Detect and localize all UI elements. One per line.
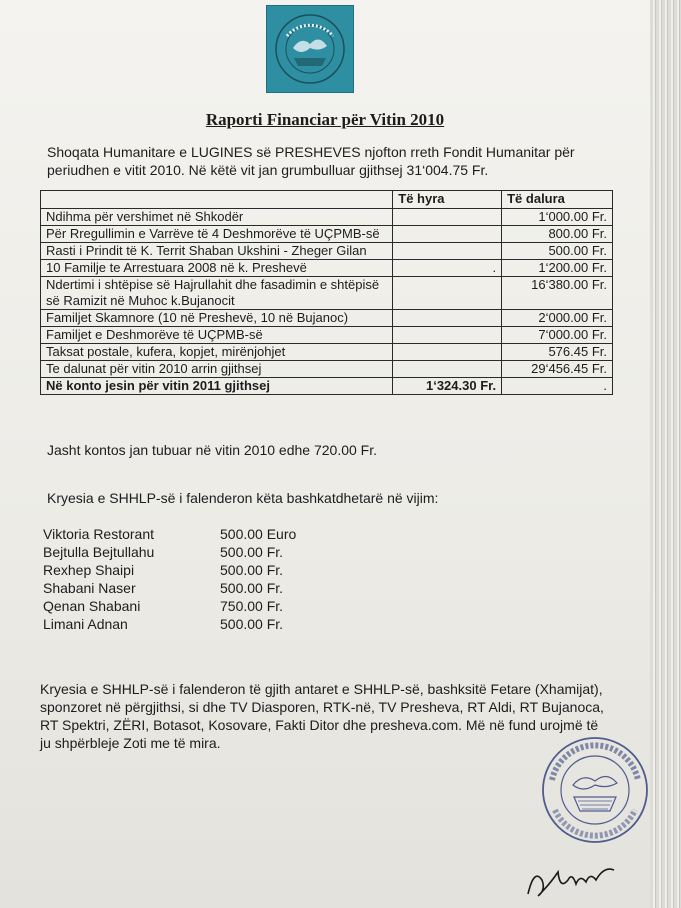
report-title: Raporti Financiar për Vitin 2010 xyxy=(205,110,445,129)
row-description: Ndertimi i shtëpise së Hajrullahit dhe fasadimin e shtëpisë së Ramizit në Muhoc k.Bujanocit xyxy=(41,277,393,310)
balance-income: 1‘324.30 Fr. xyxy=(393,378,502,395)
donor-name: Bejtulla Bejtullahu xyxy=(43,544,155,560)
table-row xyxy=(41,361,613,378)
row-expense: 1‘200.00 Fr. xyxy=(502,260,613,277)
row-expense: 7‘000.00 Fr. xyxy=(502,327,613,344)
row-description: Ndihma për vershimet në Shkodër xyxy=(41,209,393,226)
donor-name: Rexhep Shaipi xyxy=(43,562,135,578)
row-description: Te dalunat për vitin 2010 arrin gjithsej xyxy=(41,361,393,378)
table-total-row xyxy=(41,378,613,395)
logo-emblem-icon xyxy=(267,6,353,92)
list-item xyxy=(43,561,296,579)
column-header-description xyxy=(41,191,393,209)
table-row xyxy=(41,310,613,327)
row-income: . xyxy=(393,260,502,277)
intro-paragraph: Shoqata Humanitare e LUGINES së PRESHEVES njofton rreth Fondit Humanitar për periudhen e vitit 2010. Në këtë vit jan grumbulluar gjithsej 31‘004.75 Fr. xyxy=(47,144,575,178)
row-income xyxy=(393,361,502,378)
balance-prefix: Në konto xyxy=(46,378,106,393)
donor-amount: 500.00 Euro xyxy=(220,526,297,542)
row-income xyxy=(393,277,502,310)
donor-name: Viktoria Restorant xyxy=(43,526,155,542)
row-expense: 500.00 Fr. xyxy=(502,243,613,260)
donor-list xyxy=(43,525,296,633)
row-income xyxy=(393,209,502,226)
donor-amount: 750.00 Fr. xyxy=(220,598,284,614)
row-expense: 576.45 Fr. xyxy=(502,344,613,361)
donor-name: Qenan Shabani xyxy=(43,598,141,614)
row-expense: 29‘456.45 Fr. xyxy=(502,361,613,378)
stamp-seal-icon xyxy=(540,735,650,845)
list-item xyxy=(43,543,296,561)
organization-stamp xyxy=(540,735,650,850)
table-row xyxy=(41,327,613,344)
row-description: Rasti i Prindit të K. Territ Shaban Ukshini - Zheger Gilan xyxy=(41,243,393,260)
signature-icon xyxy=(520,850,620,900)
column-header-income: Të hyra xyxy=(393,191,502,209)
table-header-row xyxy=(41,191,613,209)
list-item xyxy=(43,597,296,615)
row-description: Taksat postale, kufera, kopjet, mirënjohjet xyxy=(41,344,393,361)
donor-amount: 500.00 Fr. xyxy=(220,562,284,578)
row-expense: 1‘000.00 Fr. xyxy=(502,209,613,226)
row-income xyxy=(393,327,502,344)
organization-logo xyxy=(266,5,354,93)
donor-amount: 500.00 Fr. xyxy=(220,616,284,632)
balance-bold-text: jesin për vitin 2011 xyxy=(105,378,221,393)
row-expense: 16‘380.00 Fr. xyxy=(502,277,613,310)
balance-description xyxy=(41,378,393,395)
row-description: Familjet e Deshmorëve të UÇPMB-së xyxy=(41,327,393,344)
row-income xyxy=(393,243,502,260)
row-expense: 800.00 Fr. xyxy=(502,226,613,243)
list-item xyxy=(43,615,296,633)
row-income xyxy=(393,310,502,327)
outside-account-note: Jasht kontos jan tubuar në vitin 2010 edhe 720.00 Fr. xyxy=(47,442,378,458)
column-header-expenses: Të dalura xyxy=(502,191,613,209)
handwritten-signature xyxy=(520,850,620,905)
table-row xyxy=(41,260,613,277)
donor-amount: 500.00 Fr. xyxy=(220,580,284,596)
row-description: 10 Familje te Arrestuara 2008 në k. Preshevë xyxy=(41,260,393,277)
row-income xyxy=(393,344,502,361)
balance-expense: . xyxy=(502,378,613,395)
donor-amount: 500.00 Fr. xyxy=(220,544,284,560)
donor-name: Limani Adnan xyxy=(43,616,128,632)
stacked-pages-edge xyxy=(650,0,681,908)
table-row xyxy=(41,277,613,310)
list-item xyxy=(43,525,296,543)
row-expense: 2‘000.00 Fr. xyxy=(502,310,613,327)
donor-name: Shabani Naser xyxy=(43,580,136,596)
table-row xyxy=(41,226,613,243)
row-income xyxy=(393,226,502,243)
table-row xyxy=(41,344,613,361)
donors-intro: Kryesia e SHHLP-së i falenderon këta bashkatdhetarë në vijim: xyxy=(47,490,439,506)
financial-table xyxy=(40,190,613,395)
balance-suffix: gjithsej xyxy=(220,378,270,393)
row-description: Familjet Skamnore (10 në Preshevë, 10 në Bujanoc) xyxy=(41,310,393,327)
table-row xyxy=(41,243,613,260)
table-row xyxy=(41,209,613,226)
row-description: Për Rregullimin e Varrëve të 4 Deshmorëve të UÇPMB-së xyxy=(41,226,393,243)
list-item xyxy=(43,579,296,597)
closing-paragraph: Kryesia e SHHLP-së i falenderon të gjith antaret e SHHLP-së, bashksitë Fetare (Xhamijat), sponzoret në përgjithsi, si dhe TV Diasporen, RTK-në, TV Presheva, RT Aldi, RT Bujanoca, RT Spektri, ZËRI, Botasot, Kosovare, Fakti Ditor dhe presheva.com. Më në fund urojmë të ju shpërbleje Zoti me të mira. xyxy=(40,681,604,751)
